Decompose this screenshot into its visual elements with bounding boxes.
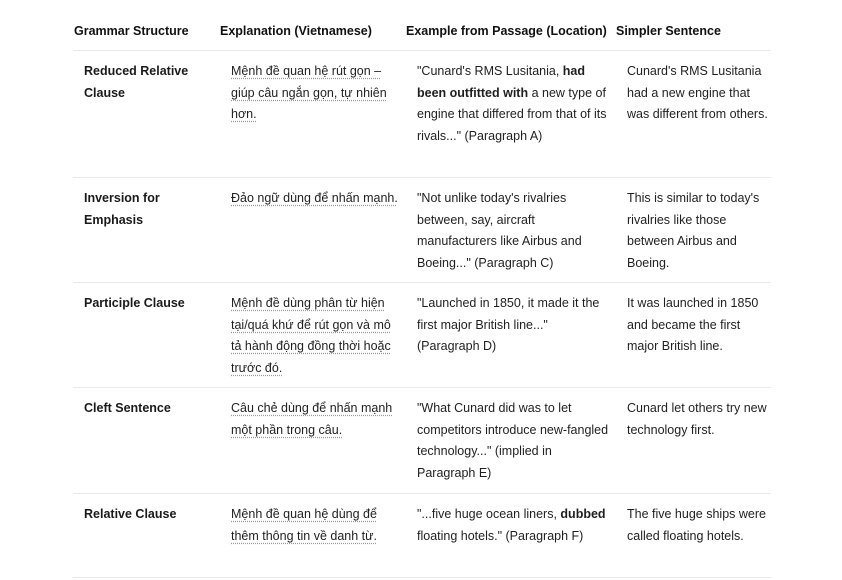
table-row — [73, 283, 771, 388]
example-text-after: a new type of engine that differed from that of its rivals..." (Paragraph A) — [417, 85, 607, 143]
explanation-cell: Mệnh đề quan hệ rút gọn – giúp câu ngắn gọn, tự nhiên hơn. — [231, 64, 387, 122]
example-bold-phrase: had been outfitted with — [417, 64, 586, 100]
header-example: Example from Passage (Location) — [406, 12, 616, 51]
structure-cell: Participle Clause — [84, 296, 185, 310]
explanation-cell: Câu chẻ dùng để nhấn mạnh một phần trong câu. — [231, 401, 393, 437]
structure-cell: Relative Clause — [84, 507, 177, 521]
example-cell — [406, 283, 616, 358]
simpler-sentence-cell: The five huge ships were called floating hotels. — [627, 507, 766, 543]
example-cell — [406, 388, 616, 484]
example-bold-phrase: dubbed — [560, 507, 606, 521]
table-row — [73, 178, 771, 283]
example-cell — [406, 494, 616, 547]
example-text: "Launched in 1850, it made it the first major British line..." (Paragraph D) — [417, 296, 600, 354]
header-simpler-sentence: Simpler Sentence — [616, 12, 771, 51]
structure-cell: Cleft Sentence — [84, 401, 171, 415]
explanation-cell: Đảo ngữ dùng để nhấn mạnh. — [231, 191, 398, 205]
table-row — [73, 51, 771, 178]
example-text-after: floating hotels." (Paragraph F) — [417, 528, 584, 543]
table-header — [73, 12, 771, 51]
table-row — [73, 494, 771, 578]
simpler-sentence-cell: This is similar to today's rivalries like those between Airbus and Boeing. — [627, 191, 760, 270]
example-text: "...five huge ocean liners, — [417, 507, 561, 521]
simpler-sentence-cell: It was launched in 1850 and became the first major British line. — [627, 296, 759, 354]
example-text: "Not unlike today's rivalries between, say, aircraft manufacturers like Airbus and Boeing..." (Paragraph C) — [417, 191, 582, 270]
structure-cell: Inversion for Emphasis — [84, 191, 160, 227]
header-grammar-structure: Grammar Structure — [73, 12, 220, 51]
table-row — [73, 388, 771, 494]
simpler-sentence-cell: Cunard let others try new technology first. — [627, 401, 767, 437]
header-row — [73, 12, 771, 51]
example-cell — [406, 51, 616, 147]
table-body — [73, 51, 771, 578]
example-text: "What Cunard did was to let competitors introduce new-fangled technology..." (implied in Paragraph E) — [417, 401, 609, 480]
example-cell — [406, 178, 616, 274]
simpler-sentence-cell: Cunard's RMS Lusitania had a new engine that was different from others. — [627, 64, 768, 122]
header-explanation: Explanation (Vietnamese) — [220, 12, 406, 51]
grammar-table — [73, 12, 771, 578]
structure-cell: Reduced Relative Clause — [84, 64, 189, 100]
explanation-cell: Mệnh đề quan hệ dùng để thêm thông tin về danh từ. — [231, 507, 377, 543]
explanation-cell: Mệnh đề dùng phân từ hiện tại/quá khứ để rút gọn và mô tả hành động đồng thời hoặc trước đó. — [231, 296, 391, 375]
example-text: "Cunard's RMS Lusitania, — [417, 64, 563, 78]
